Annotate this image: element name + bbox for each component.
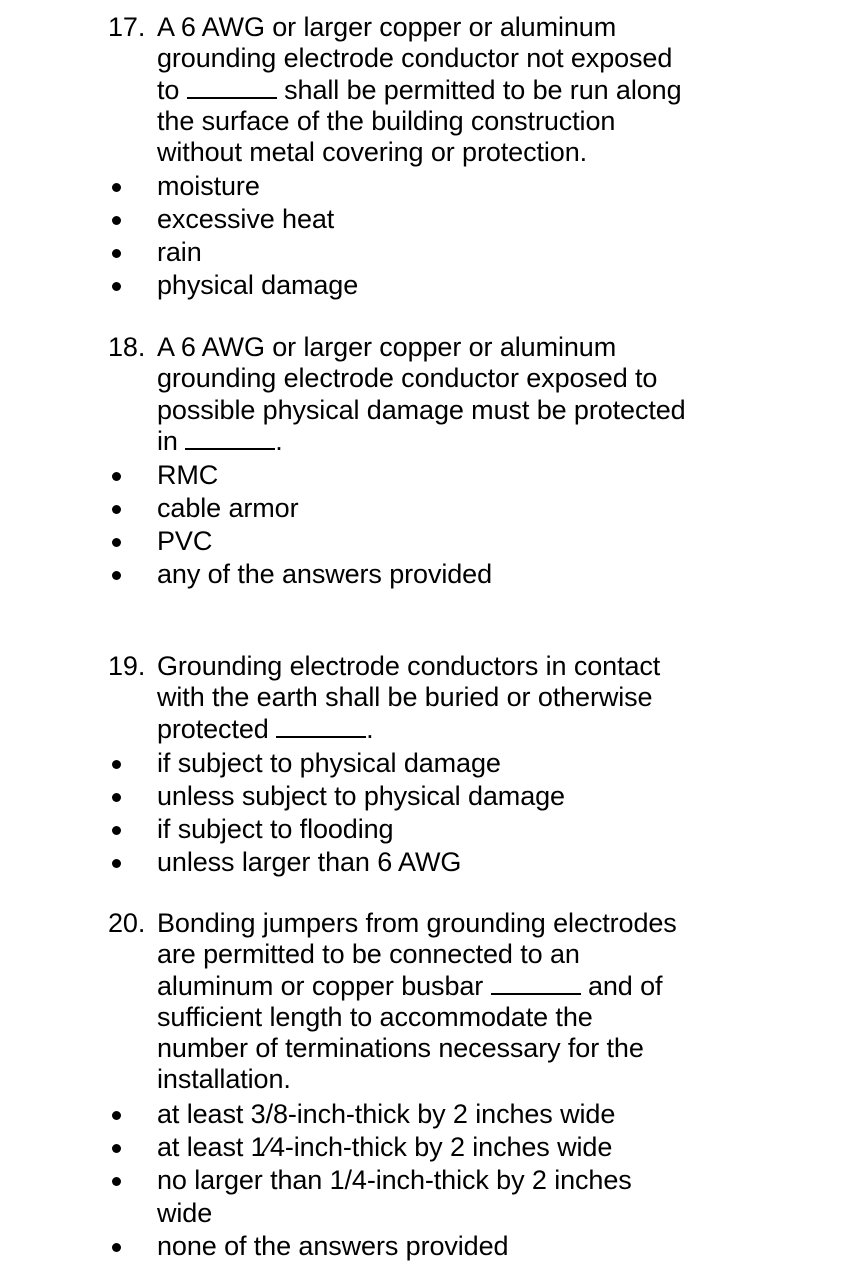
answer-option[interactable]: RMC	[108, 459, 728, 492]
question-number: 20.	[108, 908, 146, 938]
bullet-icon	[112, 183, 121, 192]
bullet-icon	[112, 472, 121, 481]
question-line: Bonding jumpers from grounding electrodes	[157, 908, 677, 938]
answer-option[interactable]: excessive heat	[108, 203, 728, 236]
bullet-icon	[112, 282, 121, 291]
question-stem	[108, 12, 728, 168]
answer-options	[108, 459, 728, 591]
question-line: A 6 AWG or larger copper or aluminum	[157, 332, 617, 362]
answer-blank	[491, 992, 581, 995]
answer-option[interactable]: at least 1⁄4-inch-thick by 2 inches wide	[108, 1131, 728, 1164]
bullet-icon	[112, 505, 121, 514]
question-line: grounding electrode conductor not exposed	[157, 43, 673, 74]
question-line: installation.	[157, 1064, 291, 1095]
question-stem	[108, 908, 728, 1096]
answer-option[interactable]: unless larger than 6 AWG	[108, 846, 728, 879]
question-18	[108, 332, 728, 591]
answer-option[interactable]: cable armor	[108, 492, 728, 525]
bullet-icon	[112, 760, 121, 769]
answer-option[interactable]: unless subject to physical damage	[108, 780, 728, 813]
answer-option[interactable]: PVC	[108, 525, 728, 558]
bullet-icon	[112, 571, 121, 580]
bullet-icon	[112, 1243, 121, 1252]
answer-option[interactable]: any of the answers provided	[108, 558, 728, 591]
bullet-icon	[112, 216, 121, 225]
bullet-icon	[112, 249, 121, 258]
question-20	[108, 908, 728, 1263]
answer-blank	[276, 735, 366, 738]
question-stem	[108, 651, 728, 745]
answer-options	[108, 747, 728, 879]
question-line: grounding electrode conductor exposed to	[157, 363, 658, 394]
question-number: 19.	[108, 651, 146, 681]
question-line: Grounding electrode conductors in contact	[157, 651, 661, 681]
question-line: are permitted to be connected to an	[157, 939, 580, 970]
bullet-icon	[112, 1111, 121, 1120]
question-number: 18.	[108, 332, 146, 362]
bullet-icon	[112, 1144, 121, 1153]
question-17	[108, 12, 728, 302]
question-19	[108, 651, 728, 879]
answer-option[interactable]: none of the answers provided	[108, 1230, 728, 1263]
answer-option[interactable]: moisture	[108, 170, 728, 203]
question-line: possible physical damage must be protected	[157, 394, 686, 425]
answer-options	[108, 1098, 728, 1263]
question-line: without metal covering or protection.	[157, 137, 588, 168]
bullet-icon	[112, 1177, 121, 1186]
bullet-icon	[112, 826, 121, 835]
answer-blank	[185, 447, 275, 450]
question-line: with the earth shall be buried or otherwise	[157, 682, 653, 713]
answer-option[interactable]: rain	[108, 236, 728, 269]
question-line: sufficient length to accommodate the	[157, 1001, 593, 1032]
question-line: A 6 AWG or larger copper or aluminum	[157, 12, 617, 42]
answer-options	[108, 170, 728, 302]
question-stem	[108, 332, 728, 457]
question-line: aluminum or copper busbar and of	[157, 970, 663, 1001]
bullet-icon	[112, 793, 121, 802]
question-line: number of terminations necessary for the	[157, 1033, 644, 1064]
answer-option[interactable]: physical damage	[108, 269, 728, 302]
question-number: 17.	[108, 12, 146, 42]
question-line: protected .	[157, 713, 374, 744]
question-line: the surface of the building construction	[157, 105, 616, 136]
answer-option[interactable]: if subject to physical damage	[108, 747, 728, 780]
bullet-icon	[112, 859, 121, 868]
bullet-icon	[112, 538, 121, 547]
answer-option[interactable]: no larger than 1/4-inch-thick by 2 inches wide	[108, 1164, 657, 1230]
question-line: to shall be permitted to be run along	[157, 74, 682, 105]
answer-option[interactable]: at least 3/8-inch-thick by 2 inches wide	[108, 1098, 728, 1131]
question-line: in .	[157, 425, 283, 456]
answer-option[interactable]: if subject to flooding	[108, 813, 728, 846]
answer-blank	[187, 96, 277, 99]
